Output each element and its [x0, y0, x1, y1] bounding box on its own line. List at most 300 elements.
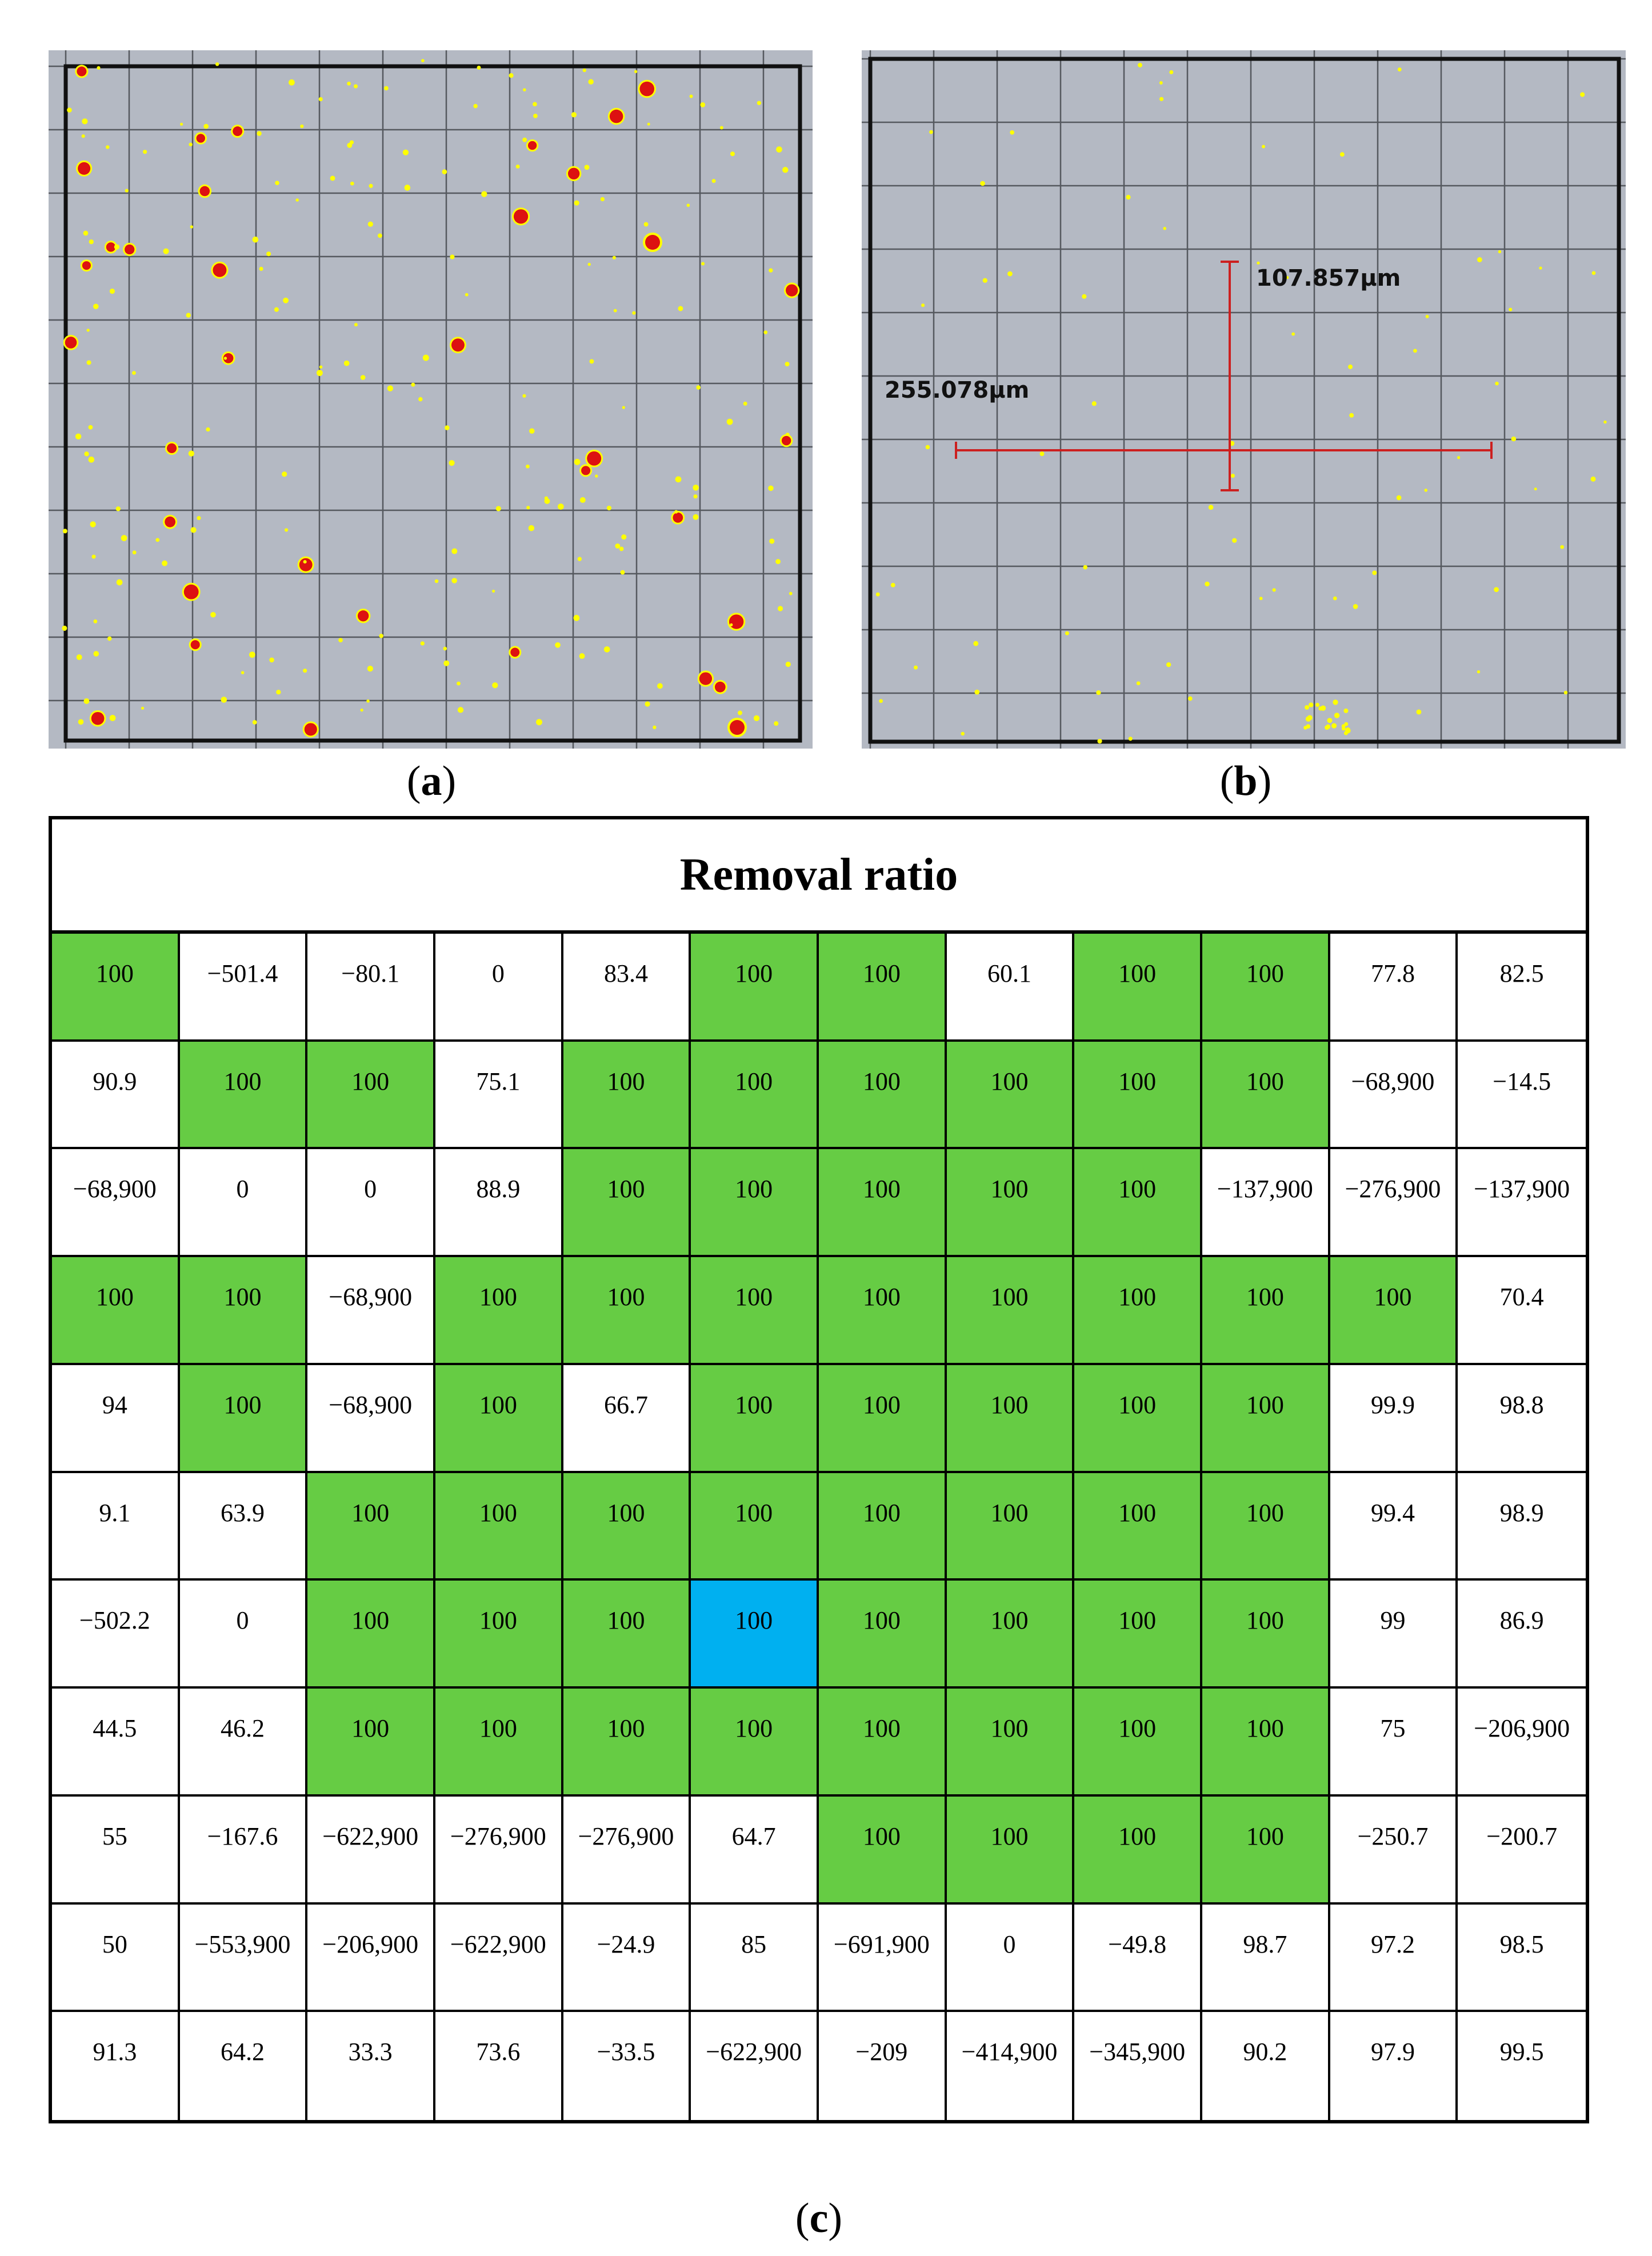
particle	[1166, 662, 1171, 667]
particle	[675, 476, 682, 482]
table-cell: 100	[1202, 1257, 1330, 1365]
particle	[186, 313, 191, 318]
particle	[1082, 294, 1086, 299]
particle	[300, 125, 303, 128]
table-cell: 100	[435, 1365, 563, 1473]
table-cell: 98.9	[1458, 1473, 1586, 1581]
particle	[1333, 597, 1337, 601]
particle	[387, 385, 393, 391]
particle	[615, 543, 620, 549]
table-cell: −206,900	[307, 1905, 435, 2013]
table-cell: 100	[1074, 934, 1202, 1042]
particle	[1065, 631, 1069, 635]
particle	[162, 561, 167, 566]
table-cell: 100	[819, 1042, 947, 1150]
particle	[1477, 257, 1482, 262]
table-cell: 100	[307, 1042, 435, 1150]
table-cell: 100	[563, 1473, 691, 1581]
table-cell: 100	[307, 1473, 435, 1581]
table-cell: 100	[819, 934, 947, 1042]
particle	[536, 719, 542, 725]
particle	[116, 506, 121, 511]
particle	[210, 612, 216, 618]
particle	[983, 278, 987, 283]
particle	[82, 134, 85, 138]
particle	[974, 690, 979, 695]
particle	[1169, 70, 1173, 74]
table-cell: 98.5	[1458, 1905, 1586, 2013]
particle	[595, 474, 598, 477]
particle	[653, 726, 656, 729]
particle	[63, 529, 67, 533]
particle	[191, 527, 197, 533]
table-cell: 98.8	[1458, 1365, 1586, 1473]
particle	[78, 719, 84, 725]
table-cell: 100	[563, 1042, 691, 1150]
table-cell: 0	[307, 1149, 435, 1257]
table-cell: 83.4	[563, 934, 691, 1042]
caption-a-label: a	[421, 758, 442, 805]
particle	[361, 375, 366, 380]
particle-large	[610, 110, 623, 123]
table-cell: −137,900	[1458, 1149, 1586, 1257]
table-cell: 100	[947, 1473, 1075, 1581]
particle	[621, 534, 626, 539]
table-cell: 100	[1202, 1473, 1330, 1581]
table-cell: 77.8	[1330, 934, 1458, 1042]
particle	[141, 707, 144, 710]
table-cell: 100	[947, 1257, 1075, 1365]
particle	[583, 69, 586, 72]
particle	[774, 721, 778, 726]
particle	[644, 222, 649, 227]
particle	[1424, 489, 1427, 492]
particle	[632, 311, 635, 315]
particle-large	[213, 263, 226, 277]
particle-large	[305, 723, 317, 735]
table-cell: −276,900	[1330, 1149, 1458, 1257]
particle	[1163, 227, 1166, 230]
particle	[712, 179, 716, 183]
particle	[249, 651, 255, 658]
particle-large	[299, 558, 313, 571]
particle	[83, 698, 89, 704]
table-cell: 100	[435, 1473, 563, 1581]
particle	[114, 244, 119, 249]
particle	[1039, 451, 1044, 456]
particle	[730, 623, 733, 626]
table-cell: 50	[52, 1905, 180, 2013]
particle	[1092, 401, 1097, 406]
particle	[89, 457, 95, 463]
particle	[378, 233, 382, 238]
particle	[574, 201, 579, 206]
particle	[435, 579, 438, 583]
table-cell: −33.5	[563, 2012, 691, 2120]
particle	[360, 709, 363, 711]
particle	[768, 486, 774, 491]
particle-large	[125, 245, 134, 254]
table-cell: −49.8	[1074, 1905, 1202, 2013]
table-cell: 0	[180, 1581, 308, 1689]
table-cell: 100	[1202, 934, 1330, 1042]
table-cell: 100	[52, 934, 180, 1042]
particle	[961, 732, 965, 735]
particle	[206, 427, 210, 431]
removal-ratio-table	[49, 816, 1589, 2123]
particle	[1539, 266, 1542, 269]
table-cell: −276,900	[563, 1797, 691, 1905]
particle	[574, 459, 581, 465]
micrograph-background	[49, 50, 813, 749]
particle	[1511, 437, 1517, 442]
table-cell: −167.6	[180, 1797, 308, 1905]
table-cell: −250.7	[1330, 1797, 1458, 1905]
particle	[1126, 195, 1130, 199]
particle-large	[78, 162, 90, 175]
table-cell: 94	[52, 1365, 180, 1473]
table-cell: −501.4	[180, 934, 308, 1042]
table-cell: 100	[1202, 1365, 1330, 1473]
table-cell: 66.7	[563, 1365, 691, 1473]
particle	[720, 126, 723, 130]
table-cell: 82.5	[1458, 934, 1586, 1042]
particle	[1159, 97, 1163, 101]
table-cell: −80.1	[307, 934, 435, 1042]
table-cell: 100	[819, 1257, 947, 1365]
table-cell: 99.9	[1330, 1365, 1458, 1473]
particle	[1138, 63, 1142, 67]
particle	[1306, 724, 1310, 729]
particle	[1564, 691, 1567, 694]
particle	[492, 682, 498, 688]
table-cell: 85	[691, 1905, 819, 2013]
particle	[1495, 382, 1498, 385]
particle	[189, 450, 194, 456]
particle	[83, 231, 89, 236]
particle	[757, 101, 761, 105]
particle	[558, 503, 564, 510]
particle	[368, 222, 373, 227]
particle	[529, 429, 534, 434]
particle	[269, 658, 274, 663]
particle	[523, 88, 526, 91]
caption-b: (b)	[1219, 758, 1272, 805]
table-cell: 100	[819, 1797, 947, 1905]
particle	[533, 114, 538, 118]
particle	[1259, 597, 1263, 600]
table-cell: 100	[563, 1581, 691, 1689]
micrograph-a-svg	[49, 50, 813, 749]
table-cell: 70.4	[1458, 1257, 1586, 1365]
particle-large	[77, 66, 86, 76]
particle	[1344, 722, 1348, 726]
particle	[110, 289, 115, 294]
table-cell: 100	[435, 1257, 563, 1365]
table-cell: −137,900	[1202, 1149, 1330, 1257]
micrograph-b-svg	[862, 50, 1626, 749]
table-cell: 100	[1074, 1365, 1202, 1473]
particle	[776, 146, 782, 153]
particle-large	[65, 337, 77, 349]
particle-large	[782, 436, 791, 445]
particle	[221, 697, 227, 703]
particle	[106, 145, 109, 149]
table-cell: 100	[307, 1581, 435, 1689]
particle-large	[673, 513, 683, 523]
particle	[614, 309, 617, 313]
particle	[125, 189, 129, 193]
table-cell: −24.9	[563, 1905, 691, 2013]
particle	[509, 73, 513, 78]
particle	[77, 654, 82, 660]
table-cell: 100	[947, 1797, 1075, 1905]
table-cell: 99	[1330, 1581, 1458, 1689]
particle	[295, 198, 299, 202]
caption-c: (c)	[795, 2195, 843, 2242]
table-cell: 90.9	[52, 1042, 180, 1150]
particle	[522, 138, 527, 142]
table-title: Removal ratio	[52, 819, 1586, 934]
particle	[785, 362, 790, 366]
particle	[622, 406, 625, 409]
particle	[687, 203, 690, 207]
particle	[1477, 670, 1480, 673]
table-cell: 100	[563, 1689, 691, 1797]
particle	[82, 118, 87, 124]
particle	[585, 165, 590, 170]
particle	[690, 95, 693, 98]
particle	[763, 330, 767, 334]
particle	[588, 79, 593, 84]
particle	[533, 102, 537, 107]
particle	[914, 666, 918, 670]
particle	[621, 570, 625, 575]
particle	[1334, 713, 1339, 718]
particle	[545, 497, 549, 501]
table-cell: 100	[691, 1149, 819, 1257]
particle-large	[528, 141, 537, 150]
particle	[445, 425, 449, 430]
table-cell: −209	[819, 2012, 947, 2120]
particle	[110, 715, 116, 721]
table-cell: 100	[435, 1581, 563, 1689]
particle	[1343, 709, 1348, 713]
particle	[90, 521, 96, 527]
particle	[876, 593, 880, 597]
table-cell: 64.7	[691, 1797, 819, 1905]
particle	[253, 237, 259, 243]
table-cell: 91.3	[52, 2012, 180, 2120]
particle	[1318, 706, 1322, 710]
table-cell: −206,900	[1458, 1689, 1586, 1797]
particle	[973, 641, 978, 646]
table-cell: 100	[1202, 1689, 1330, 1797]
table-cell: 100	[1074, 1042, 1202, 1150]
particle	[405, 185, 411, 191]
particle	[303, 669, 307, 673]
table-cell: 90.2	[1202, 2012, 1330, 2120]
particle	[1398, 67, 1402, 71]
particle	[89, 239, 94, 244]
table-cell: 100	[1202, 1042, 1330, 1150]
particle	[571, 112, 577, 117]
particle	[274, 307, 279, 312]
particle	[338, 638, 343, 642]
table-cell: 100	[819, 1581, 947, 1689]
particle	[347, 143, 352, 148]
particle	[93, 619, 97, 623]
particle-large	[82, 261, 91, 270]
particle	[1413, 349, 1417, 353]
table-cell: 100	[563, 1149, 691, 1257]
particle	[1340, 152, 1345, 157]
particle	[929, 130, 933, 134]
vertical-measure-label: 107.857μm	[1256, 265, 1401, 291]
particle	[775, 559, 781, 564]
caption-b-label: b	[1234, 758, 1258, 805]
particle	[458, 707, 463, 713]
particle	[526, 465, 530, 469]
image-background	[49, 50, 813, 749]
particle	[1345, 728, 1351, 734]
particle	[657, 683, 663, 689]
table-cell: 100	[1074, 1689, 1202, 1797]
particle	[163, 249, 169, 254]
table-cell: −68,900	[307, 1257, 435, 1365]
table-cell: −68,900	[1330, 1042, 1458, 1150]
particle	[1262, 145, 1265, 149]
particle-large	[639, 82, 654, 97]
particle	[700, 102, 705, 107]
particle-large	[587, 451, 601, 466]
table-cell: −14.5	[1458, 1042, 1586, 1150]
particle	[1291, 333, 1295, 336]
particle	[1397, 495, 1402, 501]
particle	[319, 365, 323, 369]
particle	[1205, 582, 1209, 586]
particle	[738, 711, 742, 715]
table-cell: 100	[180, 1042, 308, 1150]
particle	[701, 262, 705, 265]
table-cell: −691,900	[819, 1905, 947, 2013]
particle	[634, 70, 637, 73]
particle	[366, 699, 370, 703]
particle-large	[165, 517, 175, 527]
particle	[1580, 92, 1585, 97]
particle	[1209, 505, 1214, 510]
particle-large	[167, 443, 177, 453]
particle	[259, 267, 263, 271]
particle	[457, 682, 461, 686]
table-cell: 75.1	[435, 1042, 563, 1150]
particle	[693, 514, 699, 520]
table-cell: −276,900	[435, 1797, 563, 1905]
table-cell: −68,900	[307, 1365, 435, 1473]
particle	[607, 506, 611, 510]
table-cell: 100	[1074, 1581, 1202, 1689]
table-cell: 63.9	[180, 1473, 308, 1581]
particle	[117, 579, 123, 586]
particle	[645, 701, 650, 706]
table-cell: 55	[52, 1797, 180, 1905]
table-cell: 100	[1074, 1149, 1202, 1257]
particle	[443, 647, 447, 651]
particle	[1534, 487, 1537, 490]
table-cell: −622,900	[307, 1797, 435, 1905]
particle	[778, 606, 783, 611]
particle	[350, 182, 354, 186]
table-cell: 100	[1074, 1797, 1202, 1905]
particle	[423, 355, 429, 361]
particle	[224, 357, 227, 359]
particle	[891, 583, 895, 587]
particle	[1457, 456, 1460, 459]
table-cell: 100	[1202, 1797, 1330, 1905]
table-cell: 99.4	[1330, 1473, 1458, 1581]
particle	[1333, 699, 1338, 705]
table-cell: 73.6	[435, 2012, 563, 2120]
particle-large	[197, 134, 205, 142]
particle	[573, 615, 579, 621]
particle	[155, 538, 159, 542]
particle	[93, 303, 99, 309]
particle	[276, 690, 281, 694]
particle	[1309, 702, 1313, 707]
table-cell: 46.2	[180, 1689, 308, 1797]
particle	[1591, 477, 1596, 482]
particle	[1331, 723, 1337, 729]
particle	[678, 306, 683, 311]
particle	[451, 549, 457, 554]
particle	[1305, 705, 1309, 710]
particle	[926, 445, 930, 449]
table-cell: 100	[947, 1365, 1075, 1473]
particle	[921, 303, 925, 307]
particle-large	[581, 466, 590, 475]
particle	[97, 66, 100, 70]
particle	[588, 263, 591, 266]
particle	[266, 251, 271, 256]
particle	[1327, 718, 1332, 723]
table-cell: 97.9	[1330, 2012, 1458, 2120]
particle	[289, 79, 295, 86]
table-cell: 100	[691, 1042, 819, 1150]
particle	[613, 256, 616, 259]
particle	[1560, 545, 1564, 549]
particle	[465, 293, 469, 297]
table-cell: 60.1	[947, 934, 1075, 1042]
particle	[1231, 474, 1235, 478]
particle-large	[645, 235, 660, 250]
table-cell: 100	[947, 1581, 1075, 1689]
particle	[619, 547, 624, 551]
particle	[789, 592, 793, 595]
particle-large	[715, 682, 726, 693]
micrograph-a	[49, 50, 813, 749]
table-cell: 100	[1330, 1257, 1458, 1365]
particle	[1159, 81, 1163, 85]
particle	[1083, 565, 1087, 570]
table-cell: 98.7	[1202, 1905, 1330, 2013]
particle	[696, 385, 701, 390]
particle	[354, 323, 358, 326]
particle	[555, 642, 561, 648]
particle-large	[191, 640, 200, 649]
table-cell: 33.3	[307, 2012, 435, 2120]
particle	[492, 590, 495, 593]
particle	[121, 535, 127, 541]
